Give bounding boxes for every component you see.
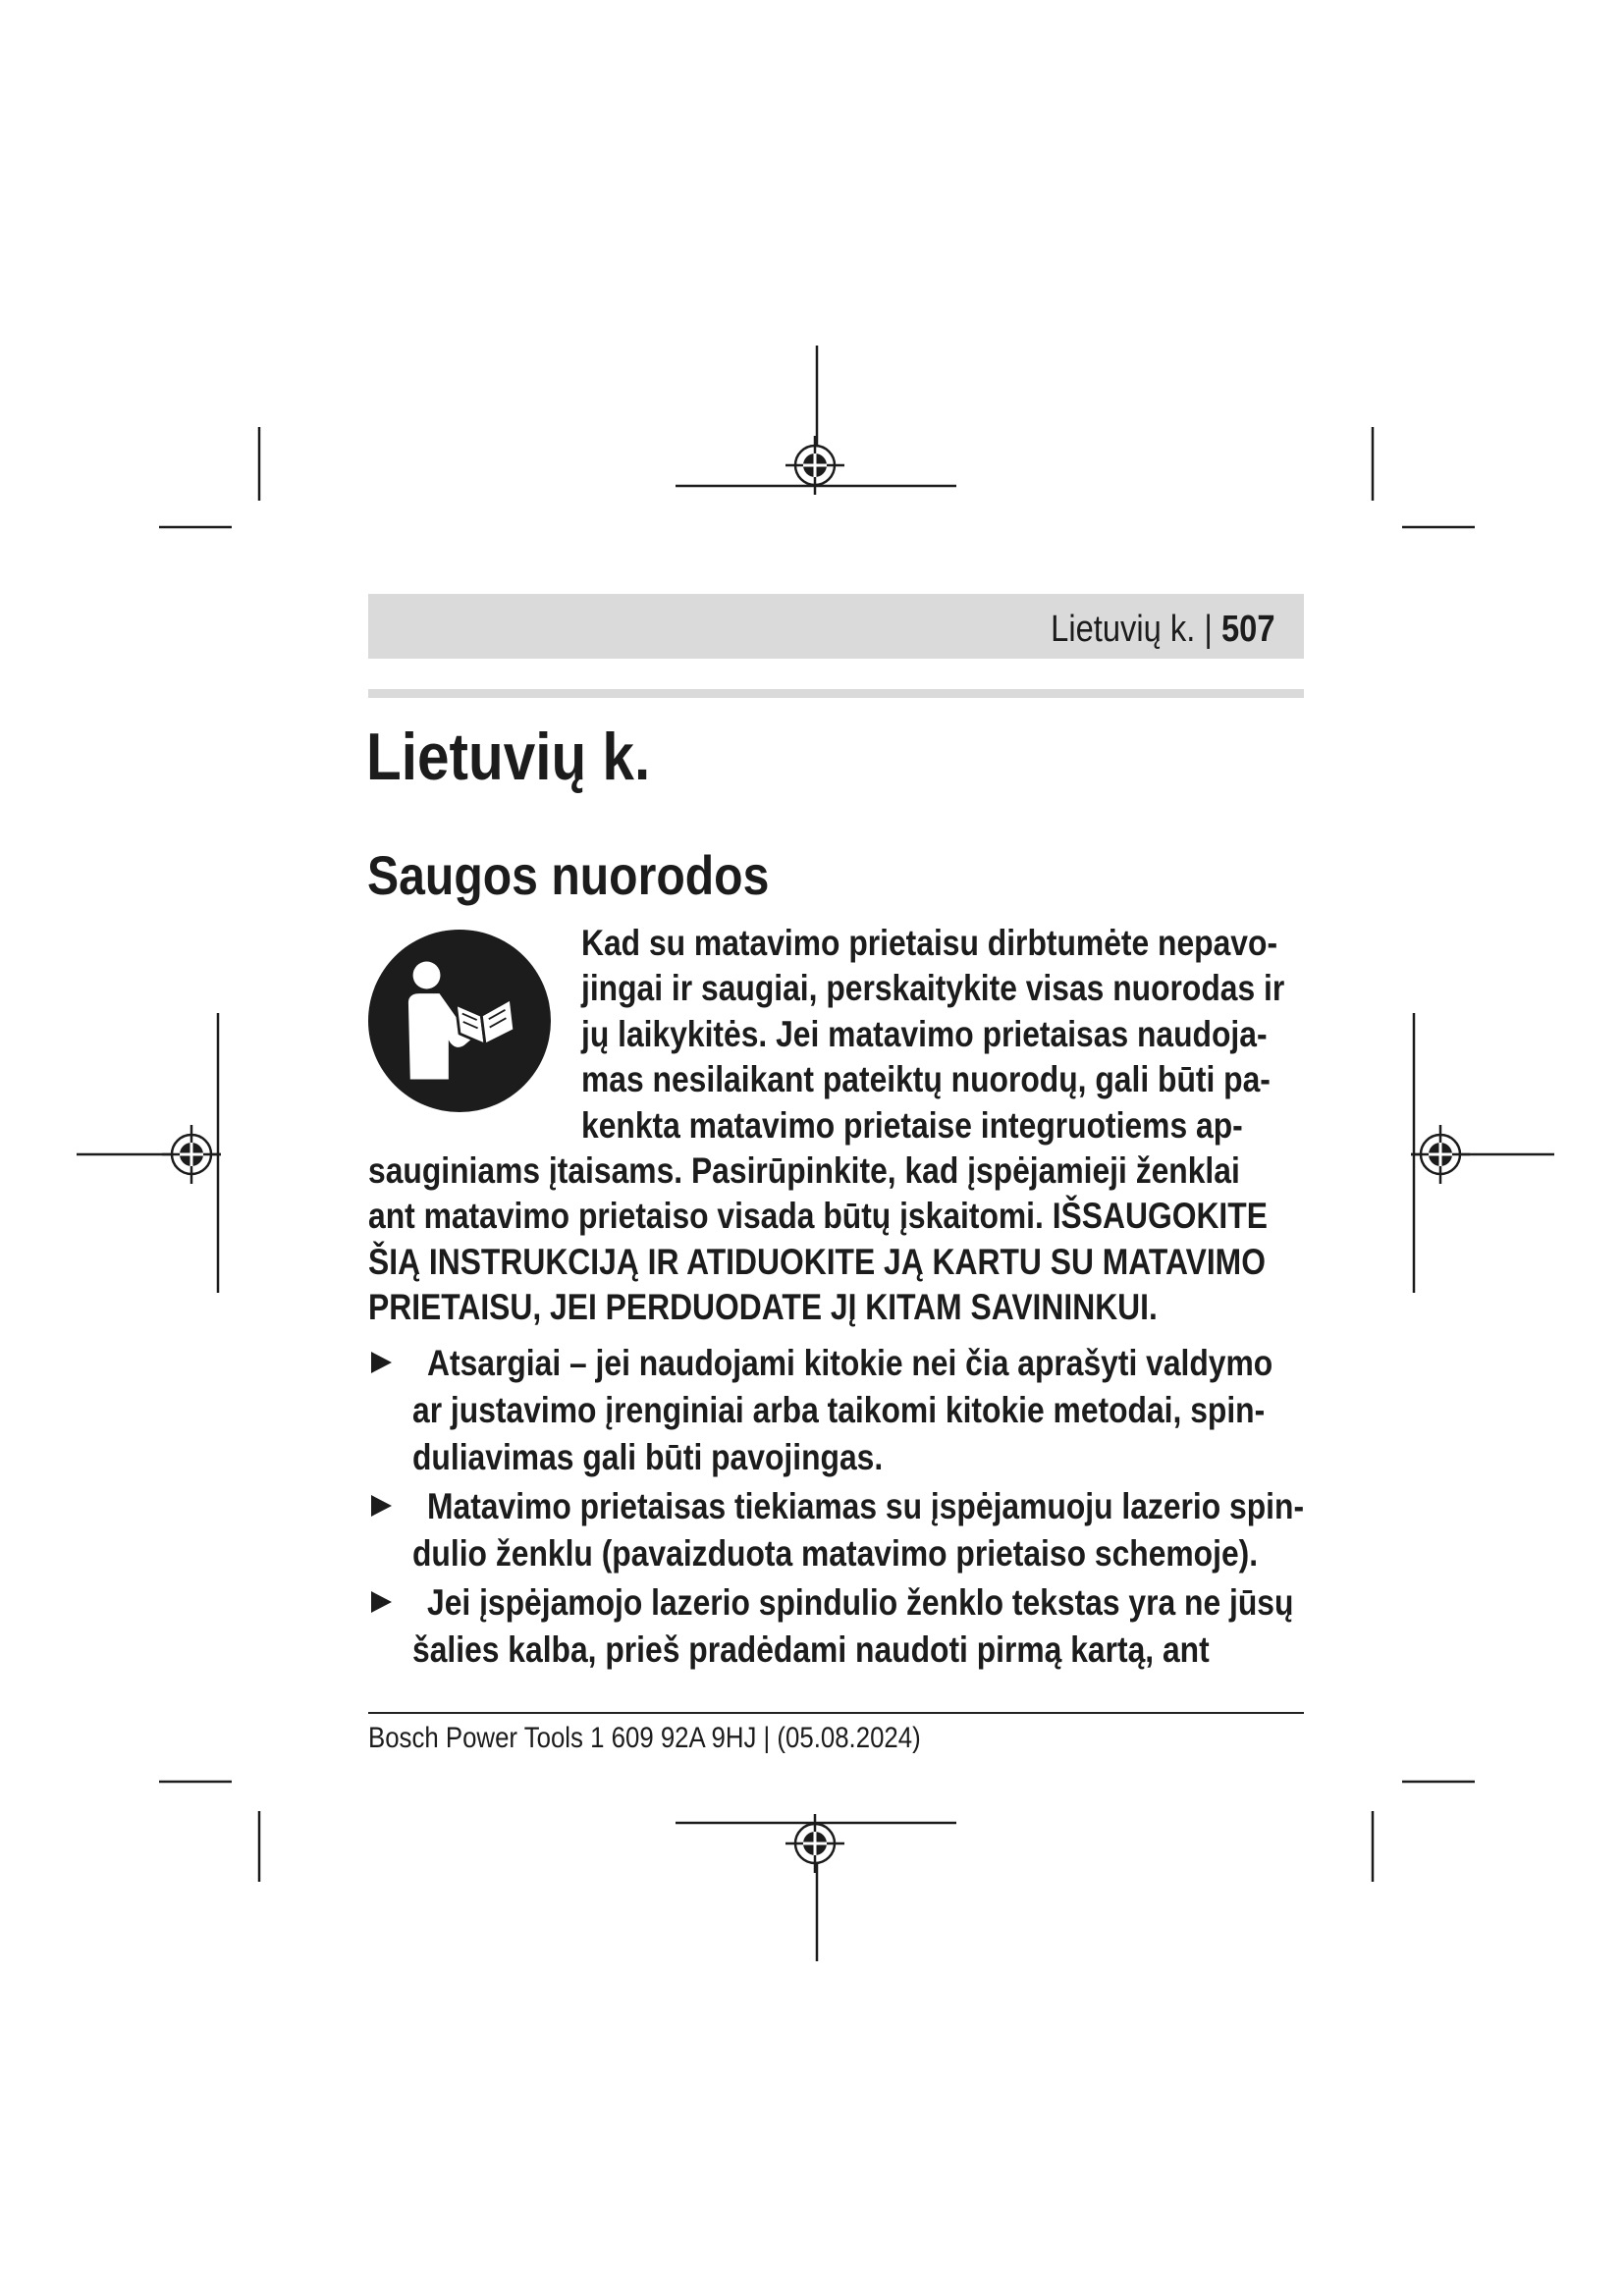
crop-mark-left-middle: [77, 1013, 221, 1293]
header-rule: [368, 689, 1304, 698]
header-section: Lietuvių k.: [1050, 609, 1195, 650]
bullet-line: Jei įspėjamojo lazerio spindulio ženklo tekstas yra ne jūsų: [427, 1582, 1294, 1623]
read-manual-icon: [368, 930, 551, 1112]
header-separator: |: [1203, 609, 1213, 650]
bullet-line: dulio ženklu (pavaizduota matavimo prietaiso schemoje).: [412, 1533, 1259, 1574]
intro-line: kenkta matavimo prietaise integruotiems ap-: [581, 1105, 1243, 1146]
intro-line: ŠIĄ INSTRUKCIJĄ IR ATIDUOKITE JĄ KARTU SU MATAVIMO: [368, 1242, 1266, 1282]
intro-line: jų laikykitės. Jei matavimo prietaisas naudoja-: [581, 1014, 1268, 1054]
crop-mark-top-left: [159, 427, 259, 527]
registration-target-icon: [785, 1814, 844, 1873]
intro-line: Kad su matavimo prietaisu dirbtumėte nepavo-: [581, 923, 1278, 963]
crop-mark-top-right: [1373, 427, 1475, 527]
bullet-triangle-icon: [371, 1495, 392, 1517]
registration-target-icon: [785, 436, 844, 495]
crop-mark-bottom-center: [676, 1823, 956, 1961]
running-header: [1051, 611, 1274, 648]
registration-target-icon: [1411, 1125, 1470, 1184]
intro-line: mas nesilaikant pateiktų nuorodų, gali būti pa-: [581, 1059, 1271, 1099]
intro-line: PRIETAISU, JEI PERDUODATE JĮ KITAM SAVININKUI.: [368, 1287, 1158, 1327]
footer-rule: [368, 1712, 1304, 1714]
bullet-triangle-icon: [371, 1591, 392, 1613]
bullet-line: Atsargiai – jei naudojami kitokie nei čia aprašyti valdymo: [427, 1343, 1273, 1383]
bullet-line: duliavimas gali būti pavojingas.: [412, 1437, 884, 1477]
bullet-line: Matavimo prietaisas tiekiamas su įspėjamuoju lazerio spin-: [427, 1486, 1305, 1526]
bullet-line: ar justavimo įrenginiai arba taikomi kitokie metodai, spin-: [412, 1390, 1266, 1430]
section-heading: Saugos nuorodos: [367, 844, 770, 906]
crop-mark-right-middle: [1411, 1013, 1554, 1293]
page-number: 507: [1220, 609, 1274, 650]
bullet-triangle-icon: [371, 1352, 392, 1373]
intro-line: sauginiams įtaisams. Pasirūpinkite, kad įspėjamieji ženklai: [368, 1150, 1240, 1191]
registration-target-icon: [162, 1125, 221, 1184]
crop-mark-bottom-left: [159, 1782, 259, 1882]
intro-line: jingai ir saugiai, perskaitykite visas nuorodas ir: [581, 968, 1285, 1008]
bullet-line: šalies kalba, prieš pradėdami naudoti pirmą kartą, ant: [412, 1629, 1210, 1670]
page-footer: Bosch Power Tools 1 609 92A 9HJ | (05.08.2024): [368, 1722, 921, 1754]
page-title: Lietuvių k.: [366, 720, 651, 794]
intro-line: ant matavimo prietaiso visada būtų įskaitomi. IŠSAUGOKITE: [368, 1196, 1268, 1236]
crop-mark-top-center: [676, 346, 956, 486]
crop-mark-bottom-right: [1373, 1782, 1475, 1882]
